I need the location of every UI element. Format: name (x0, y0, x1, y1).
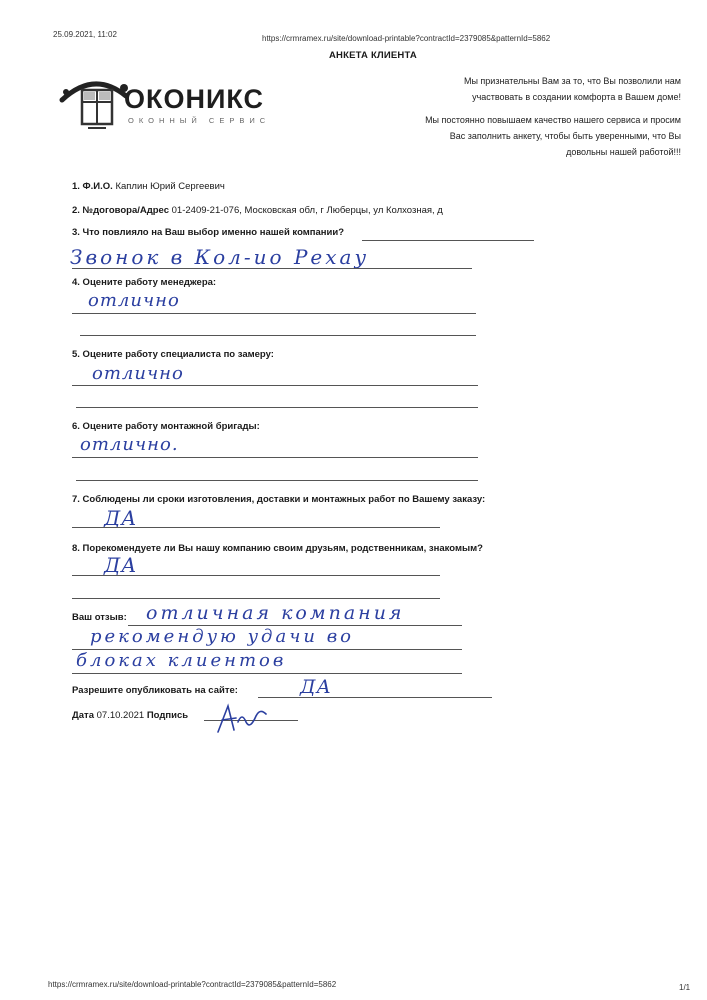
footer-page-number: 1/1 (679, 983, 691, 992)
question-3-answer: Звонок в Кол-ио Рехау (70, 245, 370, 269)
question-7-answer: ДА (104, 506, 138, 530)
question-8-answer: ДА (104, 553, 138, 577)
print-url: https://crmramex.ru/site/download-printable?contractId=2379085&patternId=5862 (262, 34, 551, 43)
question-2-value: 01-2409-21-076, Московская обл, г Люберцы, ул Колхозная, д (171, 205, 443, 216)
review-line-1: отличная компания (146, 602, 405, 624)
intro-line: Мы признательны Вам за то, что Вы позволили нам (463, 76, 681, 86)
answer-line (76, 480, 478, 481)
answer-line (72, 385, 478, 386)
logo-tagline: ОКОННЫЙ СЕРВИС (128, 116, 271, 125)
answer-line (72, 457, 478, 458)
date-label: Дата (72, 710, 94, 721)
logo-name: ОКОНИКС (124, 84, 265, 114)
question-5-answer: отлично (92, 363, 184, 384)
question-3-label: 3. Что повлияло на Ваш выбор именно нашей компании? (72, 227, 345, 238)
answer-line (72, 673, 462, 674)
question-8-label: 8. Порекомендуете ли Вы нашу компанию своим друзьям, родственникам, знакомым? (72, 543, 483, 554)
review-label: Ваш отзыв: (72, 612, 127, 623)
question-1 (72, 181, 225, 192)
answer-line (76, 407, 478, 408)
publish-answer: ДА (300, 676, 332, 698)
intro-line: довольны нашей работой!!! (566, 147, 681, 157)
question-5-label: 5. Оцените работу специалиста по замеру: (72, 349, 274, 360)
answer-line (72, 575, 440, 576)
date-sign-row (72, 710, 188, 721)
question-1-label: 1. Ф.И.О. (72, 181, 113, 192)
publish-label: Разрешите опубликовать на сайте: (72, 685, 238, 696)
signature-label: Подпись (146, 710, 189, 721)
answer-line (362, 240, 534, 241)
review-line-2: рекомендую удачи во (90, 626, 355, 647)
date-value: 07.10.2021 (96, 710, 145, 721)
answer-line (72, 598, 440, 599)
question-2 (72, 205, 443, 216)
print-datetime: 25.09.2021, 11:02 (53, 30, 117, 39)
review-line-3: блоках клиентов (76, 650, 287, 671)
answer-line (80, 335, 476, 336)
answer-line (258, 697, 492, 698)
company-logo (58, 72, 288, 138)
question-2-label: 2. №договора/Адрес (72, 205, 169, 216)
form-title: АНКЕТА КЛИЕНТА (329, 50, 417, 61)
intro-thanks (361, 73, 681, 105)
answer-line (72, 268, 472, 269)
intro-line: участвовать в создании комфорта в Вашем доме! (472, 92, 681, 102)
intro-request (341, 112, 681, 160)
footer-url: https://crmramex.ru/site/download-printable?contractId=2379085&patternId=5862 (48, 980, 337, 989)
question-4-label: 4. Оцените работу менеджера: (72, 277, 217, 288)
answer-line (72, 313, 476, 314)
answer-line (72, 527, 440, 528)
intro-line: Вас заполнить анкету, чтобы быть уверенными, что Вы (449, 131, 681, 141)
question-6-answer: отлично. (80, 434, 179, 455)
question-4-answer: отлично (88, 290, 180, 311)
question-7-label: 7. Соблюдены ли сроки изготовления, доставки и монтажных работ по Вашему заказу: (72, 494, 486, 505)
question-1-value: Каплин Юрий Сергеевич (115, 181, 225, 192)
window-logo-icon (58, 72, 130, 138)
intro-line: Мы постоянно повышаем качество нашего сервиса и просим (425, 115, 681, 125)
handwritten-signature (212, 700, 272, 736)
question-6-label: 6. Оцените работу монтажной бригады: (72, 421, 260, 432)
